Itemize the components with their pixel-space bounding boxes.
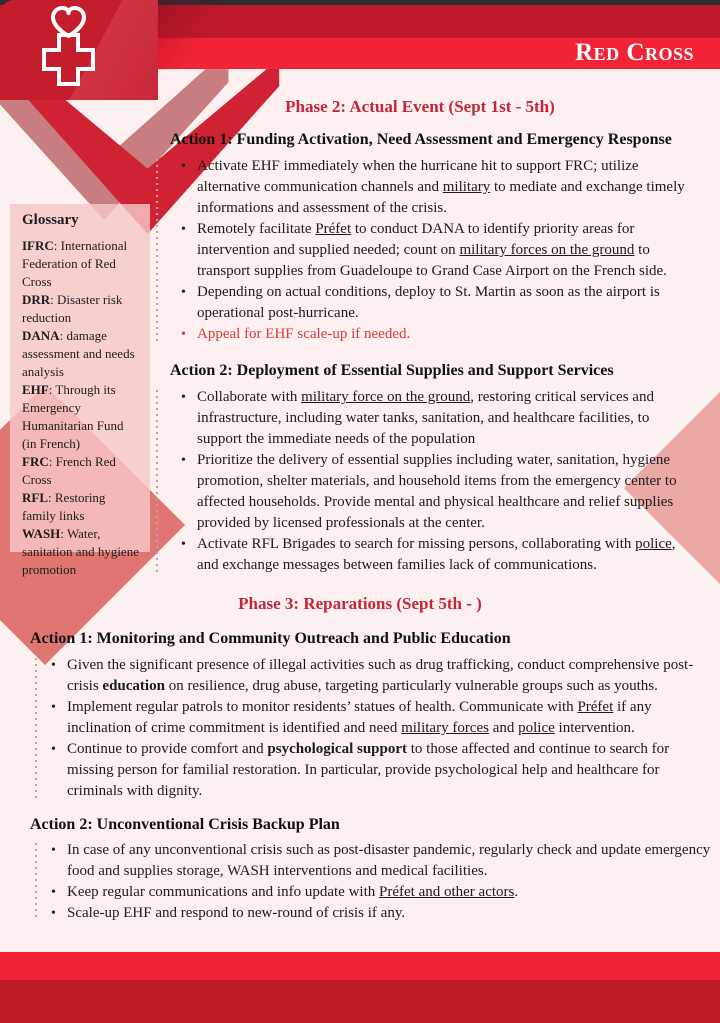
phase3-action2-bullet-list <box>40 840 712 924</box>
glossary-entry: RFL: Restoring family links <box>22 490 106 523</box>
phase3-action2-heading: Action 2: Unconventional Crisis Backup Plan <box>30 816 340 833</box>
glossary-entry: EHF: Through its Emergency Humanitarian Fund (in French) <box>22 382 124 451</box>
glossary-entry: FRC: French Red Cross <box>22 454 116 487</box>
red-cross-logo <box>0 0 158 100</box>
cross-icon <box>44 35 93 84</box>
glossary-entry: DANA: damage assessment and needs analysis <box>22 328 135 379</box>
heart-cross-icon <box>12 6 122 98</box>
phase3-title: Phase 3: Reparations (Sept 5th - ) <box>238 594 482 613</box>
bullet-item: • Appeal for EHF scale-up if needed. <box>170 324 694 345</box>
footer-band-bright <box>0 952 720 980</box>
bullet-item: • In case of any unconventional crisis such as post-disaster pandemic, regularly check and update emergency food and supplies storage, WASH interventions and medical facilities. <box>40 840 712 882</box>
bullet-item: • Keep regular communications and info update with Préfet and other actors. <box>40 882 712 903</box>
bullet-item: • Implement regular patrols to monitor residents’ statues of health. Communicate with Préfet if any inclination of crime commitment is identified and need military forces and police intervention. <box>40 697 712 739</box>
bullet-item: • Activate RFL Brigades to search for missing persons, collaborating with police, and exchange messages between families lack of communications. <box>170 534 694 576</box>
bullet-item: • Depending on actual conditions, deploy to St. Martin as soon as the airport is operational post-hurricane. <box>170 282 694 324</box>
glossary-title: Glossary <box>22 212 79 228</box>
glossary-panel <box>10 204 150 577</box>
phase2-action2-bullet-list <box>170 387 694 576</box>
bullet-item: • Scale-up EHF and respond to new-round of crisis if any. <box>40 903 712 924</box>
glossary-entry: IFRC: International Federation of Red Cross <box>22 238 128 289</box>
bullet-item: • Given the significant presence of illegal activities such as drug trafficking, conduct comprehensive post-crisis education on resilience, drug abuse, targeting particularly vulnerable groups such as youths. <box>40 655 712 697</box>
phase2-title: Phase 2: Actual Event (Sept 1st - 5th) <box>285 97 555 116</box>
bullet-item: • Activate EHF immediately when the hurricane hit to support FRC; utilize alternative communication channels and military to mediate and exchange timely informations and assessment of the crisis. <box>170 156 694 219</box>
phase2-action2-heading: Action 2: Deployment of Essential Supplies and Support Services <box>170 362 614 379</box>
brand-title: Red Cross <box>575 39 694 66</box>
phase2-action1-bullet-list <box>170 156 694 345</box>
footer-band-dark <box>0 980 720 1023</box>
glossary-entry: WASH: Water, sanitation and hygiene promotion <box>22 526 139 577</box>
phase3-action1-bullet-list <box>40 655 712 802</box>
bullet-item: • Collaborate with military force on the ground, restoring critical services and infrastructure, including water tanks, sanitation, and healthcare facilities, to support the immediate needs of the population <box>170 387 694 450</box>
phase3-action1-heading: Action 1: Monitoring and Community Outreach and Public Education <box>30 630 511 647</box>
heart-icon <box>53 8 84 36</box>
bullet-item: • Continue to provide comfort and psychological support to those affected and continue to search for missing person for familial restoration. In particular, provide psychological help and healthcare for criminals with dignity. <box>40 739 712 802</box>
bullet-item: • Prioritize the delivery of essential supplies including water, sanitation, hygiene promotion, shelter materials, and household items from the emergency center to affected households. Provide mental and physical healthcare and relief supplies provided by licensed professionals at the center. <box>170 450 694 534</box>
glossary-entry: DRR: Disaster risk reduction <box>22 292 123 325</box>
bullet-item: • Remotely facilitate Préfet to conduct DANA to identify priority areas for intervention and supplied needed; count on military forces on the ground to transport supplies from Guadeloupe to Grand Case Airport on the French side. <box>170 219 694 282</box>
phase2-action1-heading: Action 1: Funding Activation, Need Assessment and Emergency Response <box>170 131 672 148</box>
